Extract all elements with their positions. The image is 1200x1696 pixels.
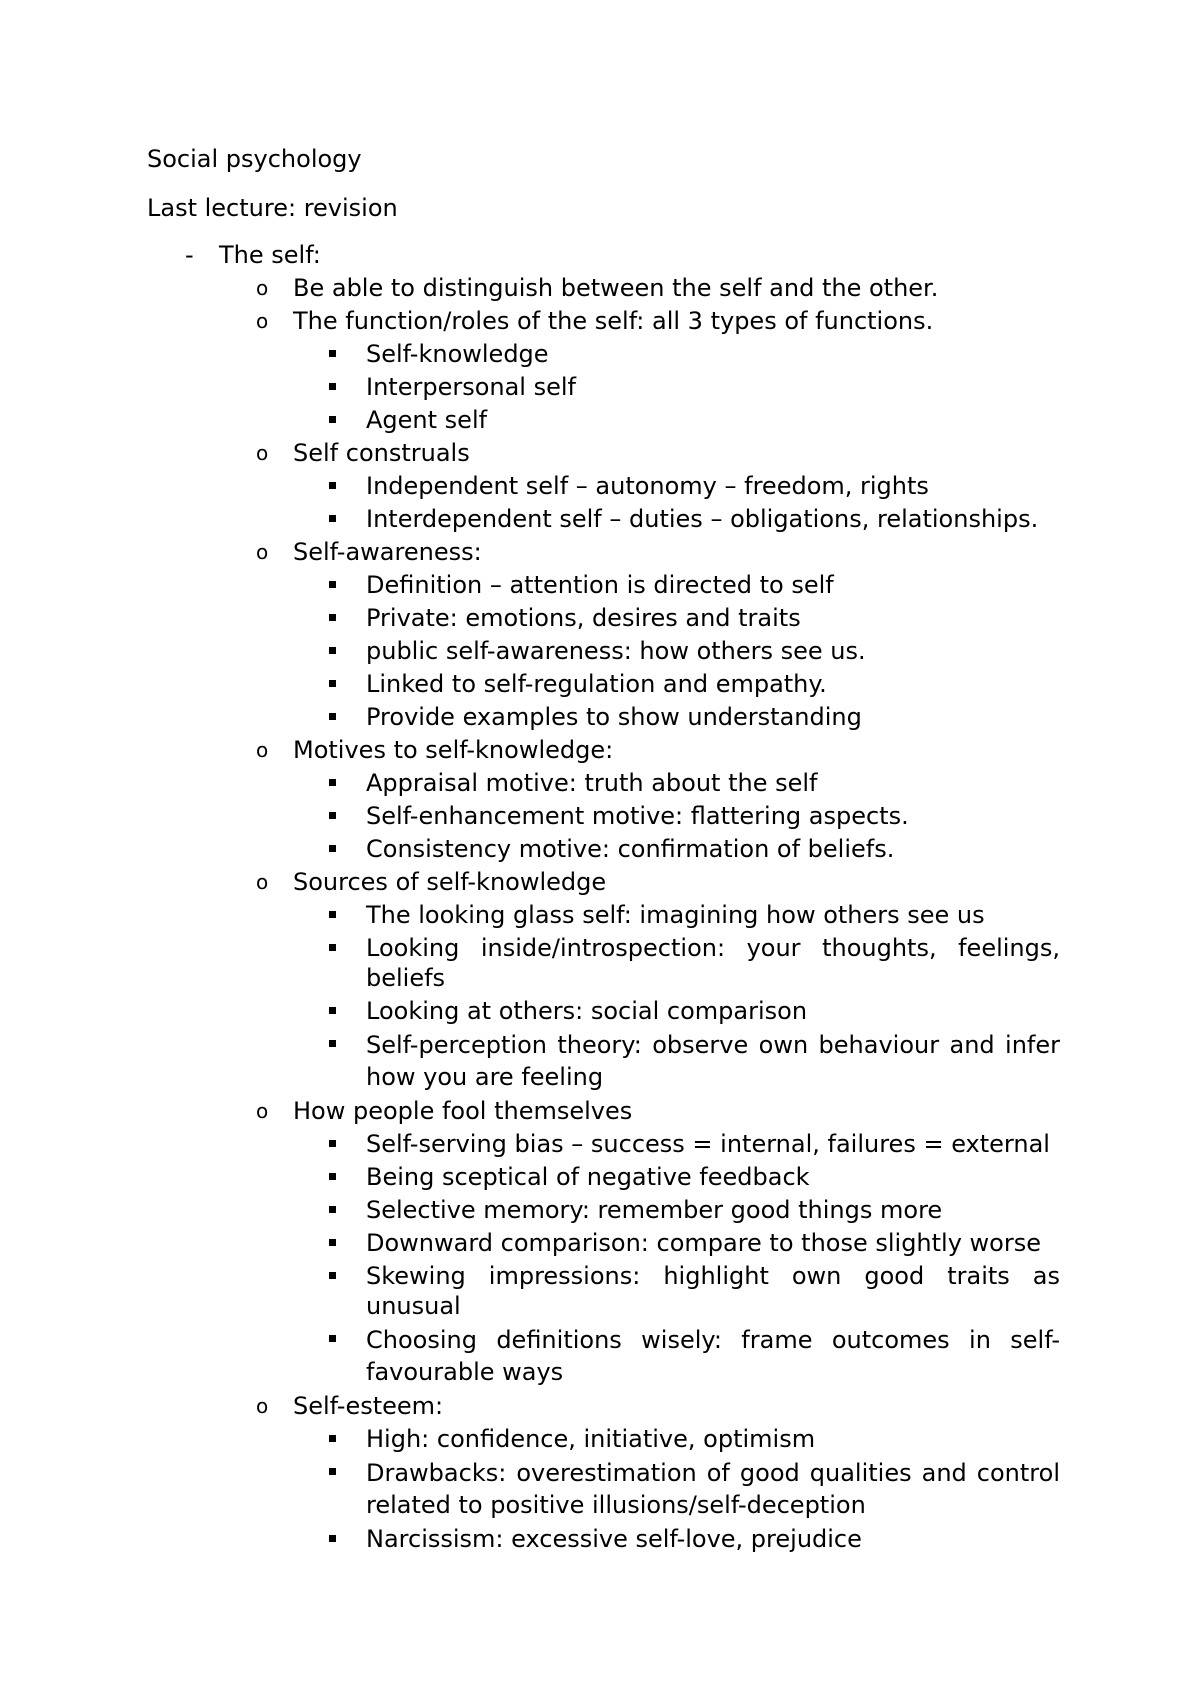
outline-item-level-3 [0, 1324, 1200, 1388]
square-bullet-icon [329, 1140, 336, 1147]
outline-item-text: Selective memory: remember good things more [366, 1196, 943, 1224]
outline-item-level-2 [0, 1096, 1200, 1126]
outline-item-level-2 [0, 306, 1200, 336]
outline-item-text: Self-knowledge [366, 340, 549, 368]
square-bullet-icon [329, 515, 336, 522]
outline-item-level-3 [0, 933, 1200, 993]
square-bullet-icon [329, 416, 336, 423]
square-bullet-icon [329, 350, 336, 357]
square-bullet-icon [329, 1206, 336, 1213]
circle-bullet-marker: o [256, 540, 269, 564]
outline-item-text: Self-awareness: [293, 538, 482, 566]
circle-bullet-marker: o [256, 441, 269, 465]
outline-item-text: Self-enhancement motive: flattering aspects. [366, 802, 909, 830]
outline-item-level-2 [0, 537, 1200, 567]
square-bullet-icon [329, 812, 336, 819]
square-bullet-icon [329, 911, 336, 918]
document-title: Social psychology [147, 145, 362, 173]
outline-item-level-3 [0, 1261, 1200, 1321]
outline-item-text: Downward comparison: compare to those slightly worse [366, 1229, 1041, 1257]
square-bullet-icon [329, 1239, 336, 1246]
outline-item-text: Self construals [293, 439, 470, 467]
outline-item-level-3 [0, 834, 1200, 864]
outline-item-level-2 [0, 273, 1200, 303]
outline-item-level-2 [0, 867, 1200, 897]
outline-item-level-3 [0, 1195, 1200, 1225]
square-bullet-icon [329, 581, 336, 588]
outline-item-text: Consistency motive: confirmation of beliefs. [366, 835, 895, 863]
outline-item-level-3 [0, 669, 1200, 699]
circle-bullet-marker: o [256, 738, 269, 762]
square-bullet-icon [329, 1040, 336, 1047]
outline-item-text: Being sceptical of negative feedback [366, 1163, 810, 1191]
outline-item-text: Independent self – autonomy – freedom, rights [366, 472, 929, 500]
revision-outline [0, 240, 1200, 1557]
square-bullet-icon [329, 1535, 336, 1542]
outline-item-text: How people fool themselves [293, 1097, 633, 1125]
square-bullet-icon [329, 1272, 336, 1279]
square-bullet-icon [329, 779, 336, 786]
outline-item-text: Motives to self-knowledge: [293, 736, 614, 764]
square-bullet-icon [329, 1173, 336, 1180]
circle-bullet-marker: o [256, 1099, 269, 1123]
outline-item-level-3 [0, 1162, 1200, 1192]
outline-item-level-3 [0, 1129, 1200, 1159]
square-bullet-icon [329, 1007, 336, 1014]
outline-item-text: public self-awareness: how others see us. [366, 637, 866, 665]
outline-item-text: Provide examples to show understanding [366, 703, 862, 731]
document-subtitle: Last lecture: revision [147, 194, 398, 222]
outline-item-text: Linked to self-regulation and empathy. [366, 670, 827, 698]
outline-item-text: Self-perception theory: observe own behaviour and infer how you are feeling [366, 1031, 1060, 1091]
square-bullet-icon [329, 713, 336, 720]
outline-item-text: Private: emotions, desires and traits [366, 604, 801, 632]
outline-item-level-3 [0, 1524, 1200, 1554]
outline-item-text: Looking at others: social comparison [366, 997, 808, 1025]
outline-item-level-3 [0, 1457, 1200, 1521]
outline-item-level-3 [0, 636, 1200, 666]
outline-item-level-2 [0, 735, 1200, 765]
square-bullet-icon [329, 614, 336, 621]
outline-item-text: Skewing impressions: highlight own good traits as unusual [366, 1262, 1060, 1320]
square-bullet-icon [329, 1435, 336, 1442]
outline-item-text: Interdependent self – duties – obligations, relationships. [366, 505, 1039, 533]
outline-item-level-3 [0, 1228, 1200, 1258]
outline-item-level-3 [0, 1029, 1200, 1093]
square-bullet-icon [329, 1468, 336, 1475]
outline-item-level-3 [0, 405, 1200, 435]
outline-item-level-1 [0, 240, 1200, 270]
dash-bullet-marker: - [185, 241, 194, 269]
outline-item-text: The function/roles of the self: all 3 types of functions. [293, 307, 934, 335]
outline-item-level-3 [0, 339, 1200, 369]
outline-item-level-3 [0, 471, 1200, 501]
outline-item-level-3 [0, 702, 1200, 732]
outline-item-level-3 [0, 996, 1200, 1026]
circle-bullet-marker: o [256, 1394, 269, 1418]
square-bullet-icon [329, 944, 336, 951]
outline-item-text: Be able to distinguish between the self and the other. [293, 274, 939, 302]
square-bullet-icon [329, 1335, 336, 1342]
outline-item-text: Narcissism: excessive self-love, prejudice [366, 1525, 862, 1553]
outline-item-text: Drawbacks: overestimation of good qualities and control related to positive illusions/self-deception [366, 1459, 1060, 1519]
outline-item-text: Sources of self-knowledge [293, 868, 607, 896]
outline-item-text: Appraisal motive: truth about the self [366, 769, 818, 797]
outline-item-level-3 [0, 768, 1200, 798]
square-bullet-icon [329, 383, 336, 390]
circle-bullet-marker: o [256, 870, 269, 894]
outline-item-text: Self-serving bias – success = internal, failures = external [366, 1130, 1050, 1158]
square-bullet-icon [329, 647, 336, 654]
outline-item-level-3 [0, 603, 1200, 633]
outline-item-level-3 [0, 1424, 1200, 1454]
square-bullet-icon [329, 482, 336, 489]
outline-item-text: Interpersonal self [366, 373, 576, 401]
outline-item-level-2 [0, 1391, 1200, 1421]
outline-item-level-2 [0, 438, 1200, 468]
outline-item-level-3 [0, 801, 1200, 831]
square-bullet-icon [329, 680, 336, 687]
outline-item-text: The looking glass self: imagining how others see us [366, 901, 985, 929]
outline-item-level-3 [0, 504, 1200, 534]
outline-item-level-3 [0, 372, 1200, 402]
outline-item-text: Definition – attention is directed to self [366, 571, 834, 599]
outline-item-level-3 [0, 570, 1200, 600]
outline-item-text: Choosing definitions wisely: frame outcomes in self-favourable ways [366, 1326, 1060, 1386]
outline-item-text: The self: [219, 241, 321, 269]
outline-item-text: High: confidence, initiative, optimism [366, 1425, 816, 1453]
outline-item-text: Self-esteem: [293, 1392, 444, 1420]
square-bullet-icon [329, 845, 336, 852]
outline-item-text: Looking inside/introspection: your thoughts, feelings, beliefs [366, 934, 1060, 992]
outline-item-level-3 [0, 900, 1200, 930]
outline-item-text: Agent self [366, 406, 488, 434]
circle-bullet-marker: o [256, 276, 269, 300]
circle-bullet-marker: o [256, 309, 269, 333]
